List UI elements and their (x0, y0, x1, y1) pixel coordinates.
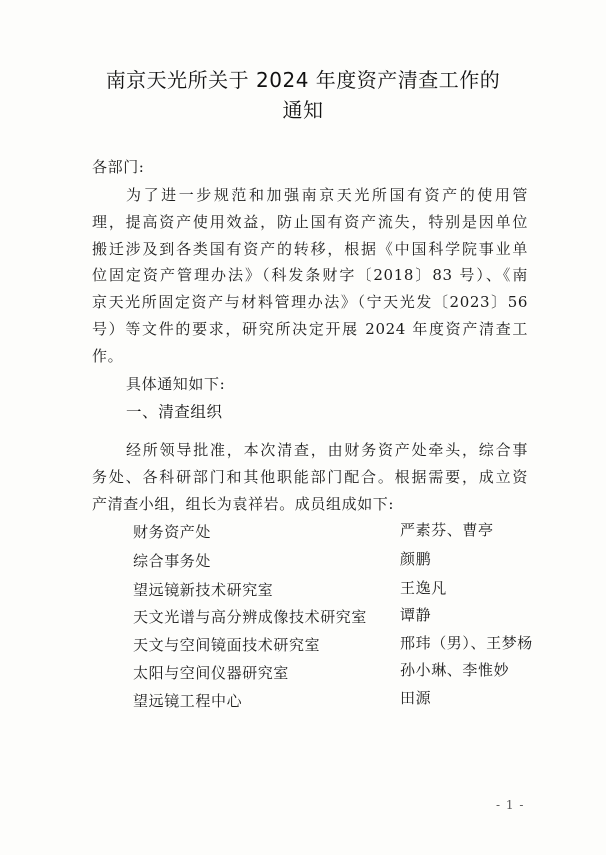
member-dept: 综合事务处 (133, 552, 212, 570)
member-names: 田源 (400, 689, 432, 707)
notice-intro: 具体通知如下: (126, 375, 226, 393)
intro-line: 搬迁涉及到各类国有资产的转移，根据《中国科学院事业单 (92, 240, 528, 258)
page-number: - 1 - (496, 798, 525, 812)
member-dept: 太阳与空间仪器研究室 (133, 664, 290, 682)
intro-line: 理，提高资产使用效益，防止国有资产流失，特别是因单位 (92, 213, 528, 231)
member-names: 邢玮（男）、王梦杨 (400, 634, 533, 652)
intro-line: 号）等文件的要求，研究所决定开展 2024 年度资产清查工 (92, 320, 528, 338)
document-title-line-1: 南京天光所关于 2024 年度资产清查工作的 (105, 68, 501, 92)
member-dept: 天文光谱与高分辨成像技术研究室 (133, 608, 368, 626)
member-dept: 天文与空间镜面技术研究室 (133, 636, 321, 654)
member-dept: 望远镜工程中心 (133, 692, 243, 710)
intro-line: 为了进一步规范和加强南京天光所国有资产的使用管 (126, 186, 528, 204)
section-body-line: 产清查小组，组长为袁祥岩。成员组成如下: (92, 495, 395, 513)
member-names: 谭静 (400, 606, 432, 624)
member-names: 孙小琳、李惟妙 (400, 661, 510, 679)
member-dept: 望远镜新技术研究室 (133, 581, 274, 599)
section-body-line: 经所领导批准，本次清查，由财务资产处牵头，综合事 (126, 441, 528, 459)
member-names: 严素芬、曹亭 (400, 521, 494, 539)
member-names: 颜鹏 (400, 550, 432, 568)
salutation: 各部门: (92, 158, 145, 176)
member-dept: 财务资产处 (133, 523, 212, 541)
intro-line: 京天光所固定资产与材料管理办法》（宁天光发〔2023〕56 (92, 293, 528, 311)
section-body-line: 务处、各科研部门和其他职能部门配合。根据需要，成立资 (92, 468, 528, 486)
document-title-line-2: 通知 (282, 98, 324, 122)
intro-line: 作。 (92, 347, 124, 365)
intro-line: 位固定资产管理办法》（科发条财字〔2018〕83 号）、《南 (92, 266, 528, 284)
member-names: 王逸凡 (400, 579, 447, 597)
section-heading: 一、清查组织 (126, 403, 223, 421)
